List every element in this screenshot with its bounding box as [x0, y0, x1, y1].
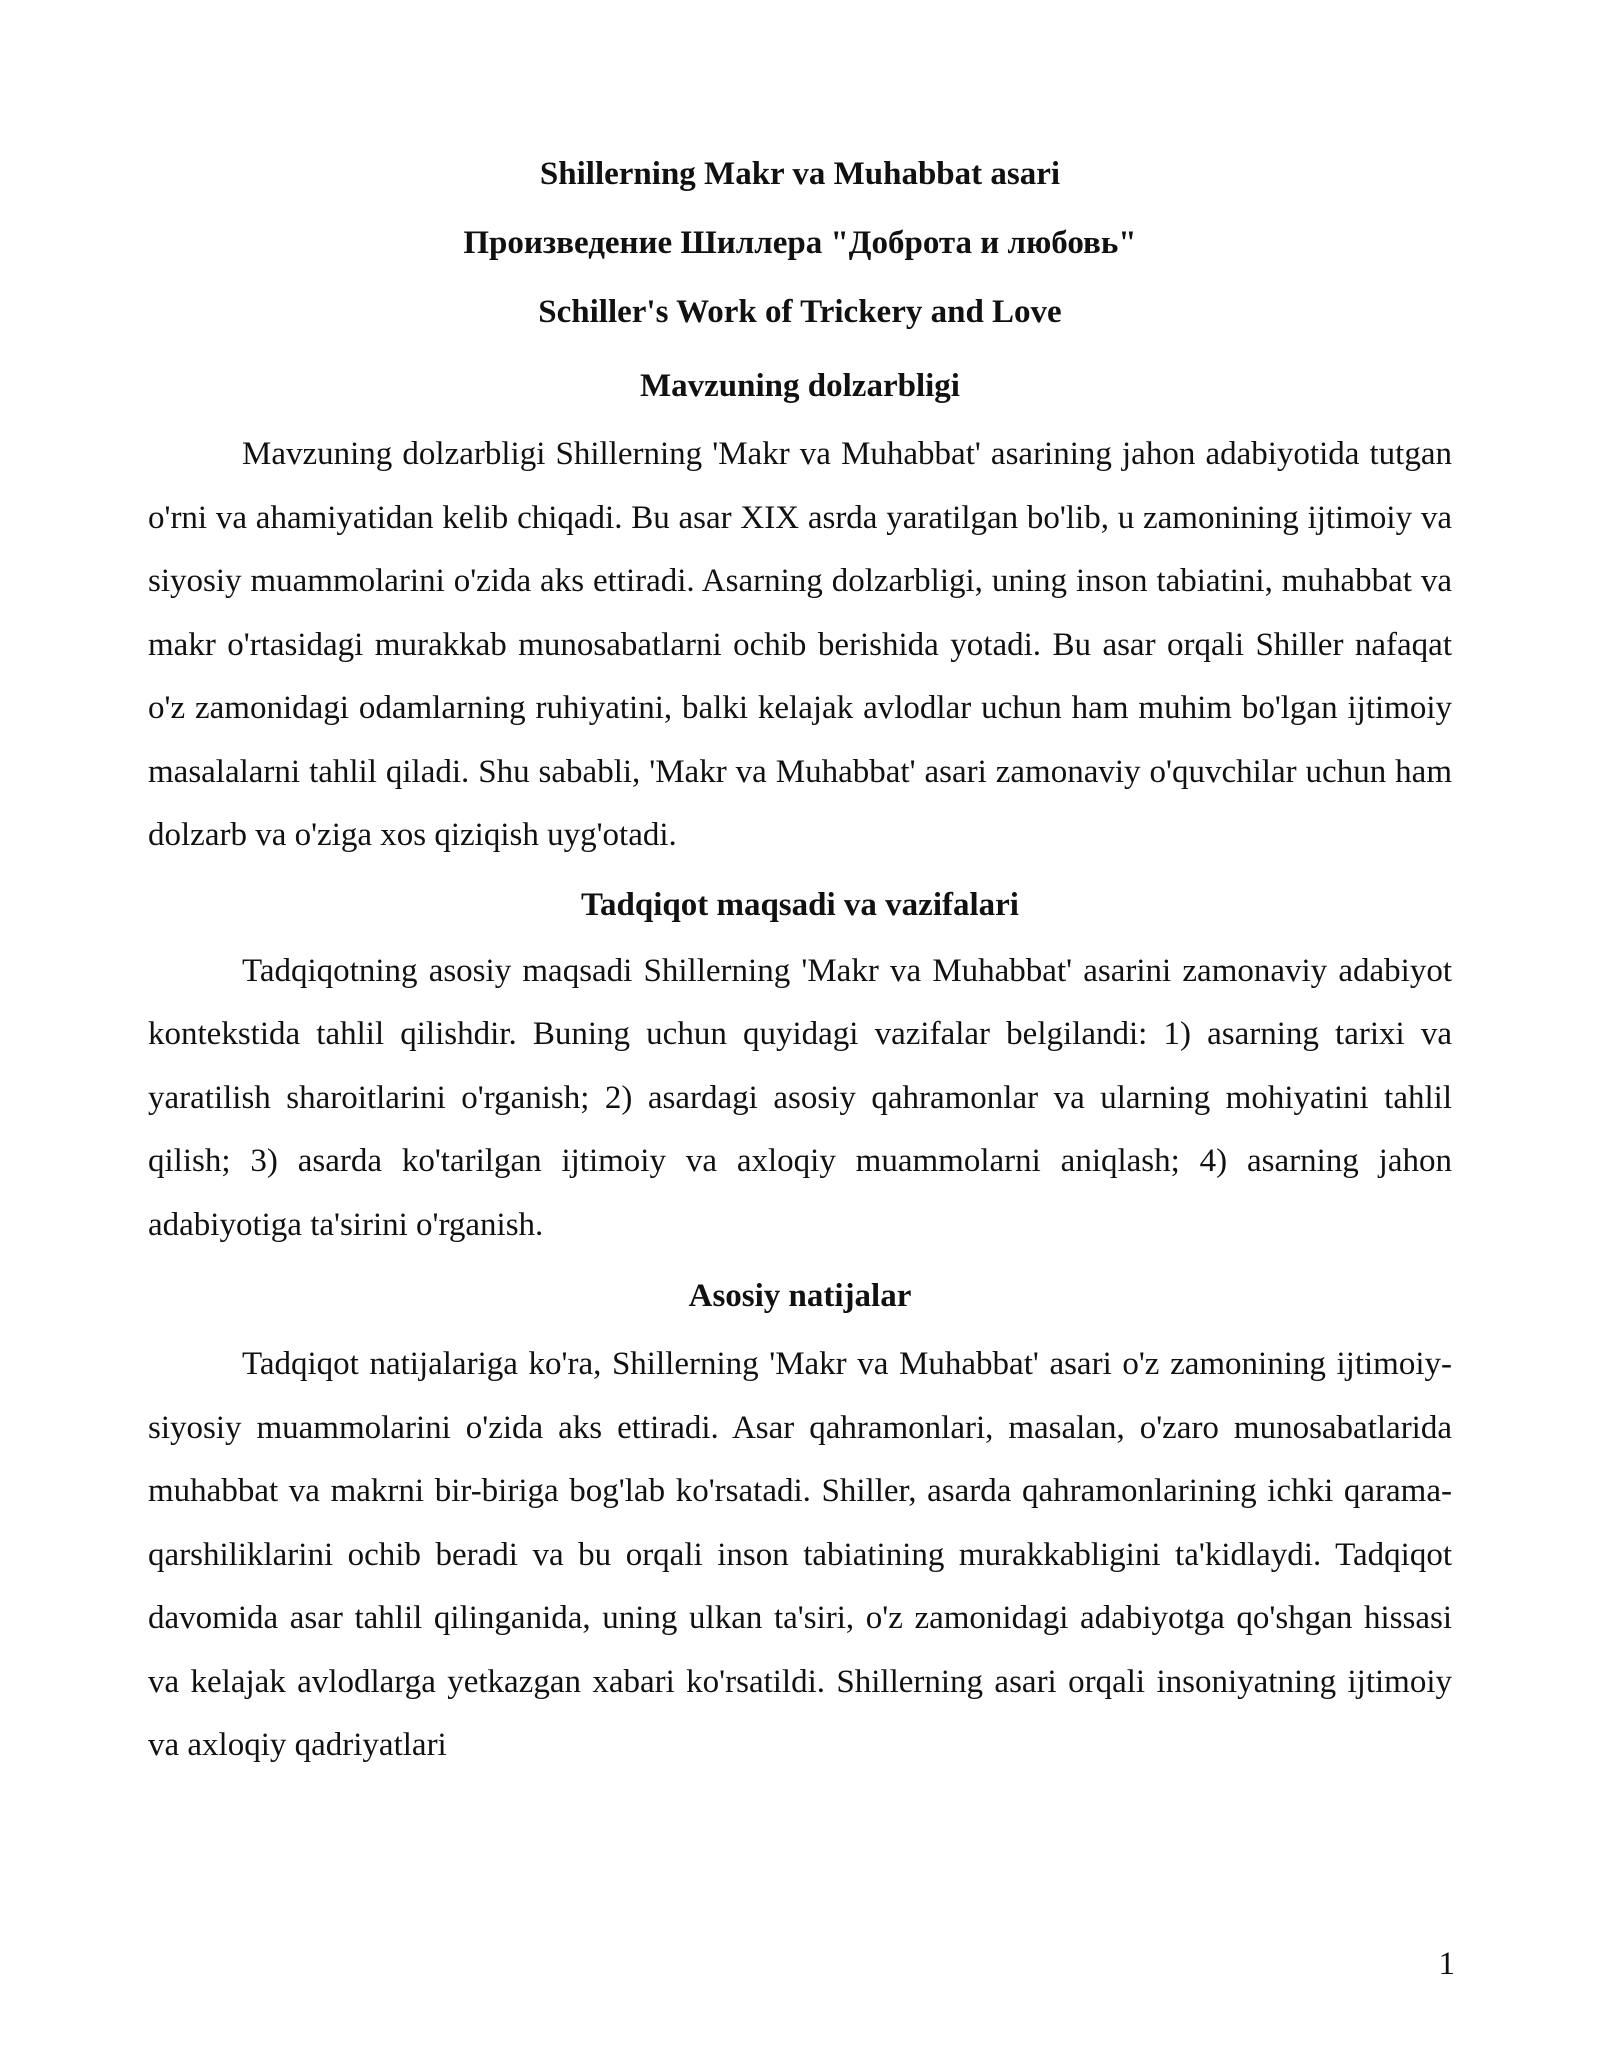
- document-page: [148, 140, 1452, 1778]
- section-text-relevance: Mavzuning dolzarbligi Shillerning 'Makr va Muhabbat' asarining jahon adabiyotida tutgan o'rni va ahamiyatidan kelib chiqadi. Bu asar XIX asrda yaratilgan bo'lib, u zamonining ijtimoiy va siyosiy muammolarini o'zida aks ettiradi. Asarning dolzarbligi, uning inson tabiatini, muhabbat va makr o'rtasidagi murakkab munosabatlarni ochib berishida yotadi. Bu asar orqali Shiller nafaqat o'z zamonidagi odamlarning ruhiyatini, balki kelajak avlodlar uchun ham muhim bo'lgan ijtimoiy masalalarni tahlil qiladi. Shu sababli, 'Makr va Muhabbat' asari zamonaviy o'quvchilar uchun ham dolzarb va o'ziga xos qiziqish uyg'otadi.: [148, 436, 1452, 853]
- section-heading-results: Asosiy natijalar: [688, 1278, 912, 1314]
- page-number: 1: [1438, 1946, 1455, 1982]
- document-title-russian: Произведение Шиллера "Доброта и любовь": [463, 225, 1137, 261]
- section-text-objectives: Tadqiqotning asosiy maqsadi Shillerning 'Makr va Muhabbat' asarini zamonaviy adabiyot kontekstida tahlil qilishdir. Buning uchun quyidagi vazifalar belgilandi: 1) asarning tarixi va yaratilish sharoitlarini o'rganish; 2) asardagi asosiy qahramonlar va ularning mohiyatini tahlil qilish; 3) asarda ko'tarilgan ijtimoiy va axloqiy muammolarni aniqlash; 4) asarning jahon adabiyotiga ta'sirini o'rganish.: [148, 952, 1452, 1243]
- section-heading-objectives: Tadqiqot maqsadi va vazifalari: [581, 886, 1019, 923]
- section-heading-relevance: Mavzuning dolzarbligi: [640, 368, 960, 404]
- document-title-english: Schiller's Work of Trickery and Love: [538, 294, 1062, 330]
- section-text-results: Tadqiqot natijalariga ko'ra, Shillerning 'Makr va Muhabbat' asari o'z zamonining ijtimoiy-siyosiy muammolarini o'zida aks ettiradi. Asar qahramonlari, masalan, o'zaro munosabatlarida muhabbat va makrni bir-biriga bog'lab ko'rsatadi. Shiller, asarda qahramonlarining ichki qarama-qarshiliklarini ochib beradi va bu orqali inson tabiatining murakkabligini ta'kidlaydi. Tadqiqot davomida asar tahlil qilinganida, uning ulkan ta'siri, o'z zamonidagi adabiyotga qo'shgan hissasi va kelajak avlodlarga yetkazgan xabari ko'rsatildi. Shillerning asari orqali insoniyatning ijtimoiy va axloqiy qadriyatlari: [148, 1346, 1452, 1763]
- document-title-uzbek: Shillerning Makr va Muhabbat asari: [539, 156, 1061, 192]
